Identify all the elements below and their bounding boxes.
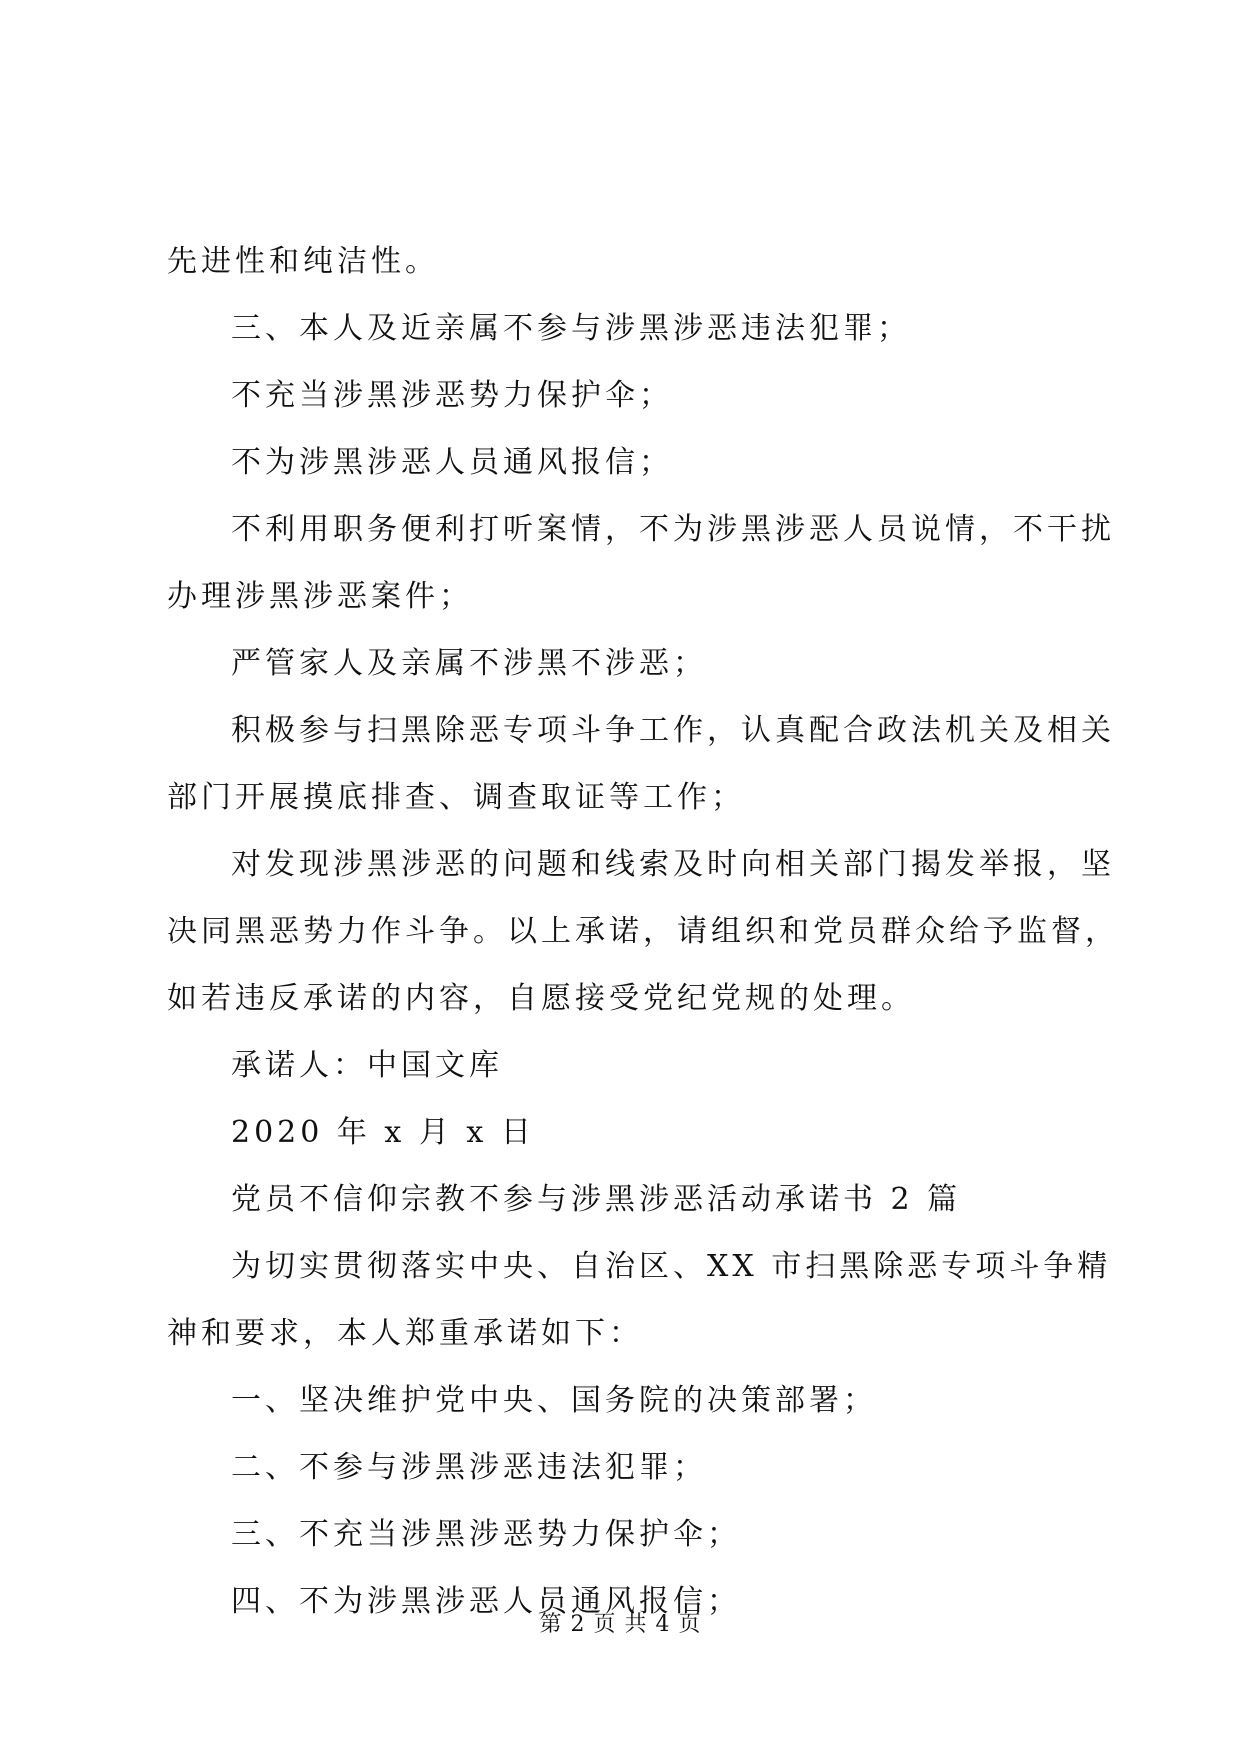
text-line: 承诺人：中国文库	[231, 1048, 503, 1083]
text-line: 神和要求，本人郑重承诺如下：	[167, 1316, 643, 1351]
text-line: 2020 年 x 月 x 日	[231, 1115, 535, 1150]
text-line: 二、不参与涉黑涉恶违法犯罪；	[231, 1450, 707, 1485]
text-line: 如若违反承诺的内容，自愿接受党纪党规的处理。	[167, 981, 915, 1016]
page-number-footer: 第 2 页 共 4 页	[539, 1612, 702, 1637]
text-line: 三、不充当涉黑涉恶势力保护伞；	[231, 1517, 741, 1552]
text-line: 对发现涉黑涉恶的问题和线索及时向相关部门揭发举报，坚	[231, 847, 1115, 882]
text-line: 不为涉黑涉恶人员通风报信；	[231, 445, 673, 480]
text-line: 积极参与扫黑除恶专项斗争工作，认真配合政法机关及相关	[231, 713, 1115, 748]
text-line: 四、不为涉黑涉恶人员通风报信；	[231, 1584, 741, 1619]
text-line: 严管家人及亲属不涉黑不涉恶；	[231, 646, 707, 681]
text-line: 办理涉黑涉恶案件；	[167, 579, 473, 614]
text-line: 决同黑恶势力作斗争。以上承诺，请组织和党员群众给予监督，	[167, 914, 1119, 949]
text-line: 党员不信仰宗教不参与涉黑涉恶活动承诺书 2 篇	[231, 1182, 962, 1217]
text-line: 先进性和纯洁性。	[167, 244, 439, 279]
text-line: 部门开展摸底排查、调查取证等工作；	[167, 780, 745, 815]
text-line: 一、坚决维护党中央、国务院的决策部署；	[231, 1383, 877, 1418]
text-line: 不充当涉黑涉恶势力保护伞；	[231, 378, 673, 413]
text-line: 三、本人及近亲属不参与涉黑涉恶违法犯罪；	[231, 311, 911, 346]
text-line: 不利用职务便利打听案情，不为涉黑涉恶人员说情，不干扰	[231, 512, 1115, 547]
text-line: 为切实贯彻落实中央、自治区、XX 市扫黑除恶专项斗争精	[231, 1249, 1112, 1284]
document-body	[167, 228, 1119, 1635]
